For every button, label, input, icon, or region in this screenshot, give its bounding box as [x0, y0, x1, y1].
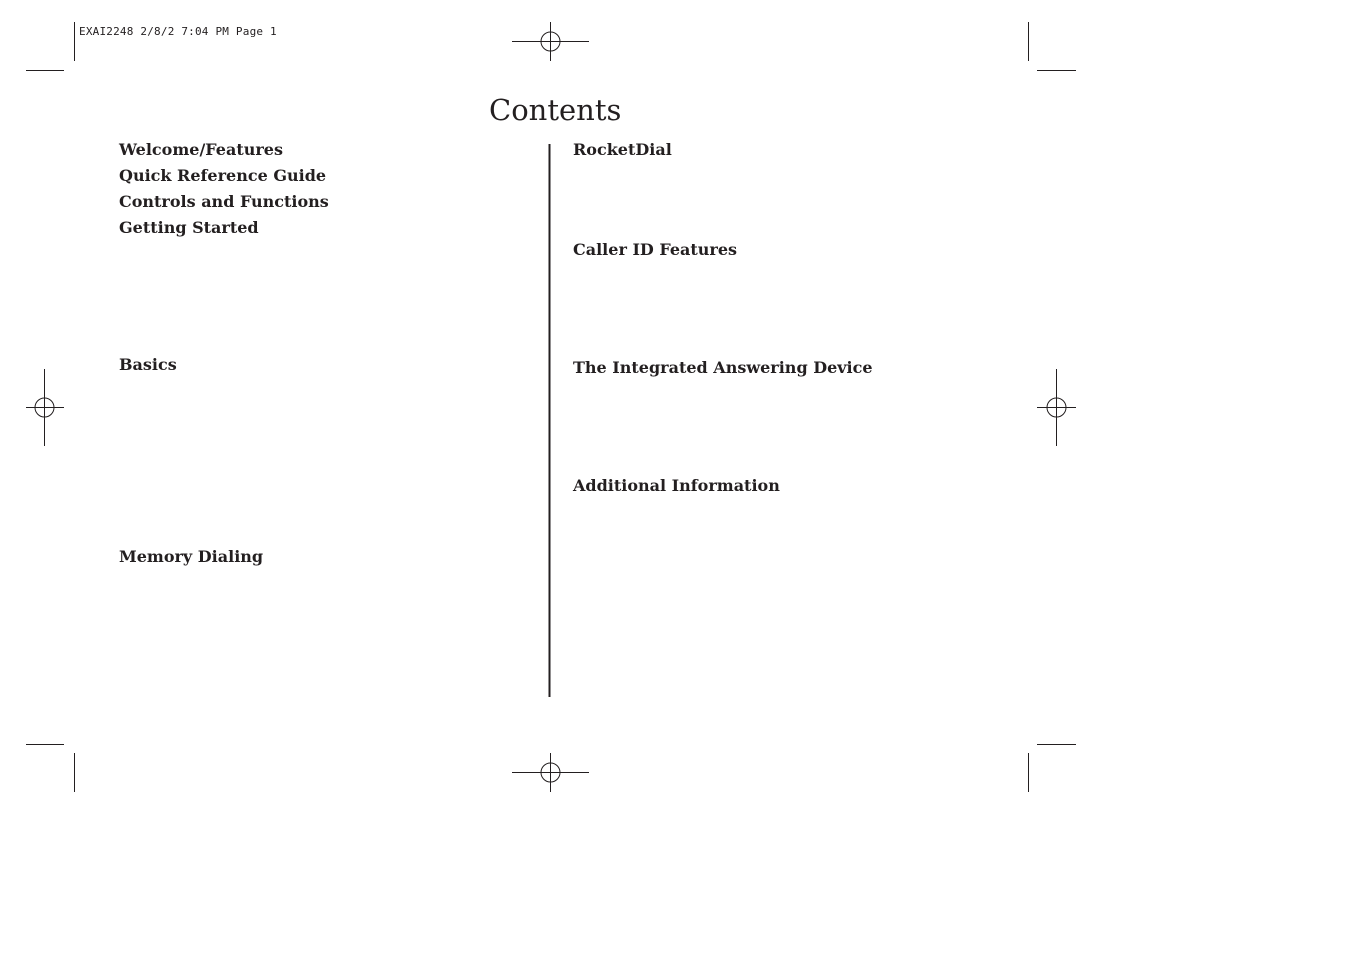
registration-mark-top [512, 22, 589, 61]
toc-entry-additional-information[interactable]: Additional Information [573, 476, 780, 495]
toc-entry-memory-dialing[interactable]: Memory Dialing [119, 547, 264, 566]
toc-entry-getting-started[interactable]: Getting Started [119, 218, 259, 237]
registration-mark-left [26, 369, 64, 446]
registration-mark-right [1037, 369, 1076, 446]
toc-entry-rocketdial[interactable]: RocketDial [573, 140, 672, 159]
toc-entry-integrated-answering-device[interactable]: The Integrated Answering Device [573, 358, 873, 377]
toc-entry-controls-and-functions[interactable]: Controls and Functions [119, 192, 329, 211]
registration-mark-bottom [512, 753, 589, 792]
toc-entry-caller-id-features[interactable]: Caller ID Features [573, 240, 738, 259]
toc-entry-basics[interactable]: Basics [119, 355, 177, 374]
toc-entry-quick-reference-guide[interactable]: Quick Reference Guide [119, 166, 327, 185]
printer-slug: EXAI2248 2/8/2 7:04 PM Page 1 [79, 25, 277, 38]
page-title: Contents [489, 93, 622, 127]
toc-entry-welcome-features[interactable]: Welcome/Features [119, 140, 283, 159]
